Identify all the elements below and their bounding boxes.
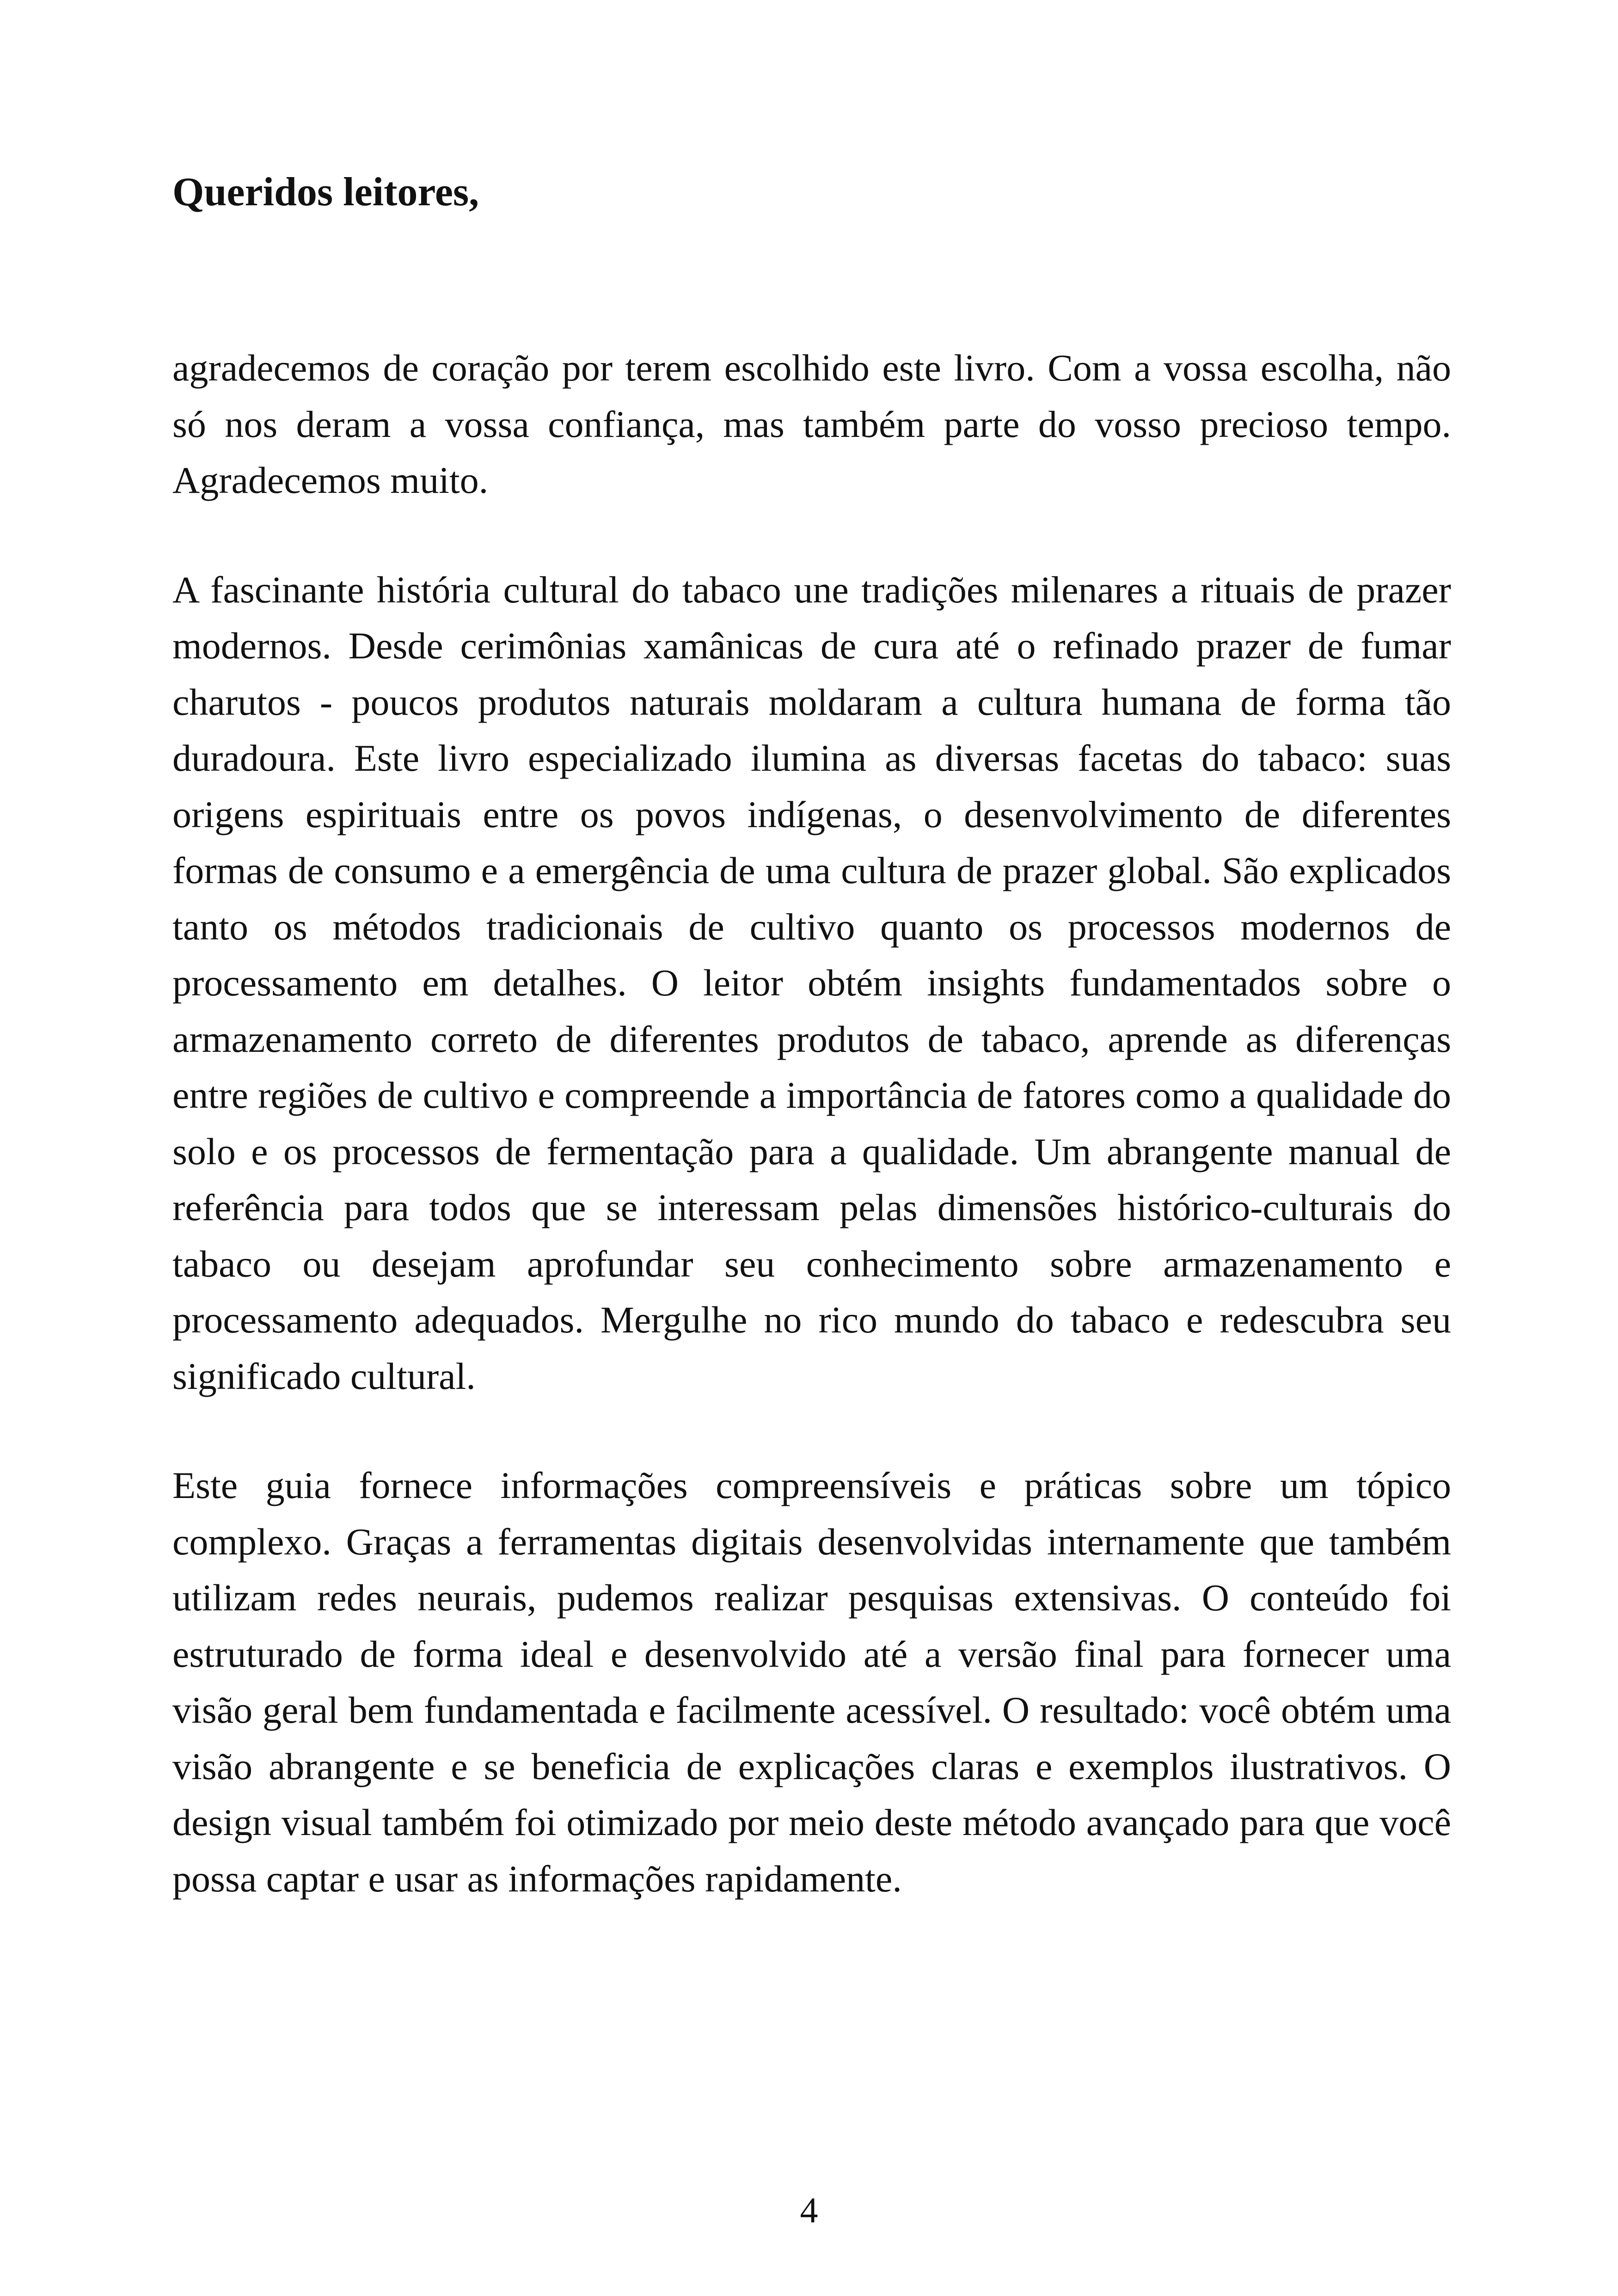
page-number: 4 [800, 2190, 818, 2230]
salutation-heading: Queridos leitores, [172, 170, 479, 215]
paragraph-thanks: agradecemos de coração por terem escolhido este livro. Com a vossa escolha, não só nos deram a vossa confiança, mas também parte do vosso precioso tempo. Agradecemos muito. [172, 347, 1451, 501]
body-text [172, 340, 1451, 1960]
paragraph-book-description: A fascinante história cultural do tabaco une tradições milenares a rituais de prazer modernos. Desde cerimônias xamânicas de cura até o refinado prazer de fumar charutos - poucos produtos naturais moldaram a cultura humana de forma tão duradoura. Este livro especializado ilumina as diversas facetas do tabaco: suas origens espirituais entre os povos indígenas, o desenvolvimento de diferentes formas de consumo e a emergência de uma cultura de prazer global. São explicados tanto os métodos tradicionais de cultivo quanto os processos modernos de processamento em detalhes. O leitor obtém insights fundamentados sobre o armazenamento correto de diferentes produtos de tabaco, aprende as diferenças entre regiões de cultivo e compreende a importância de fatores como a qualidade do solo e os processos de fermentação para a qualidade. Um abrangente manual de referência para todos que se interessam pelas dimensões histórico-culturais do tabaco ou desejam aprofundar seu conhecimento sobre armazenamento e processamento adequados. Mergulhe no rico mundo do tabaco e redescubra seu significado cultural. [172, 568, 1451, 1397]
paragraph-guide-method: Este guia fornece informações compreensíveis e práticas sobre um tópico complexo. Graças a ferramentas digitais desenvolvidas internamente que também utilizam redes neurais, pudemos realizar pesquisas extensivas. O conteúdo foi estruturado de forma ideal e desenvolvido até a versão final para fornecer uma visão geral bem fundamentada e facilmente acessível. O resultado: você obtém uma visão abrangente e se beneficia de explicações claras e exemplos ilustrativos. O design visual também foi otimizado por meio deste método avançado para que você possa captar e usar as informações rapidamente. [172, 1464, 1451, 1900]
